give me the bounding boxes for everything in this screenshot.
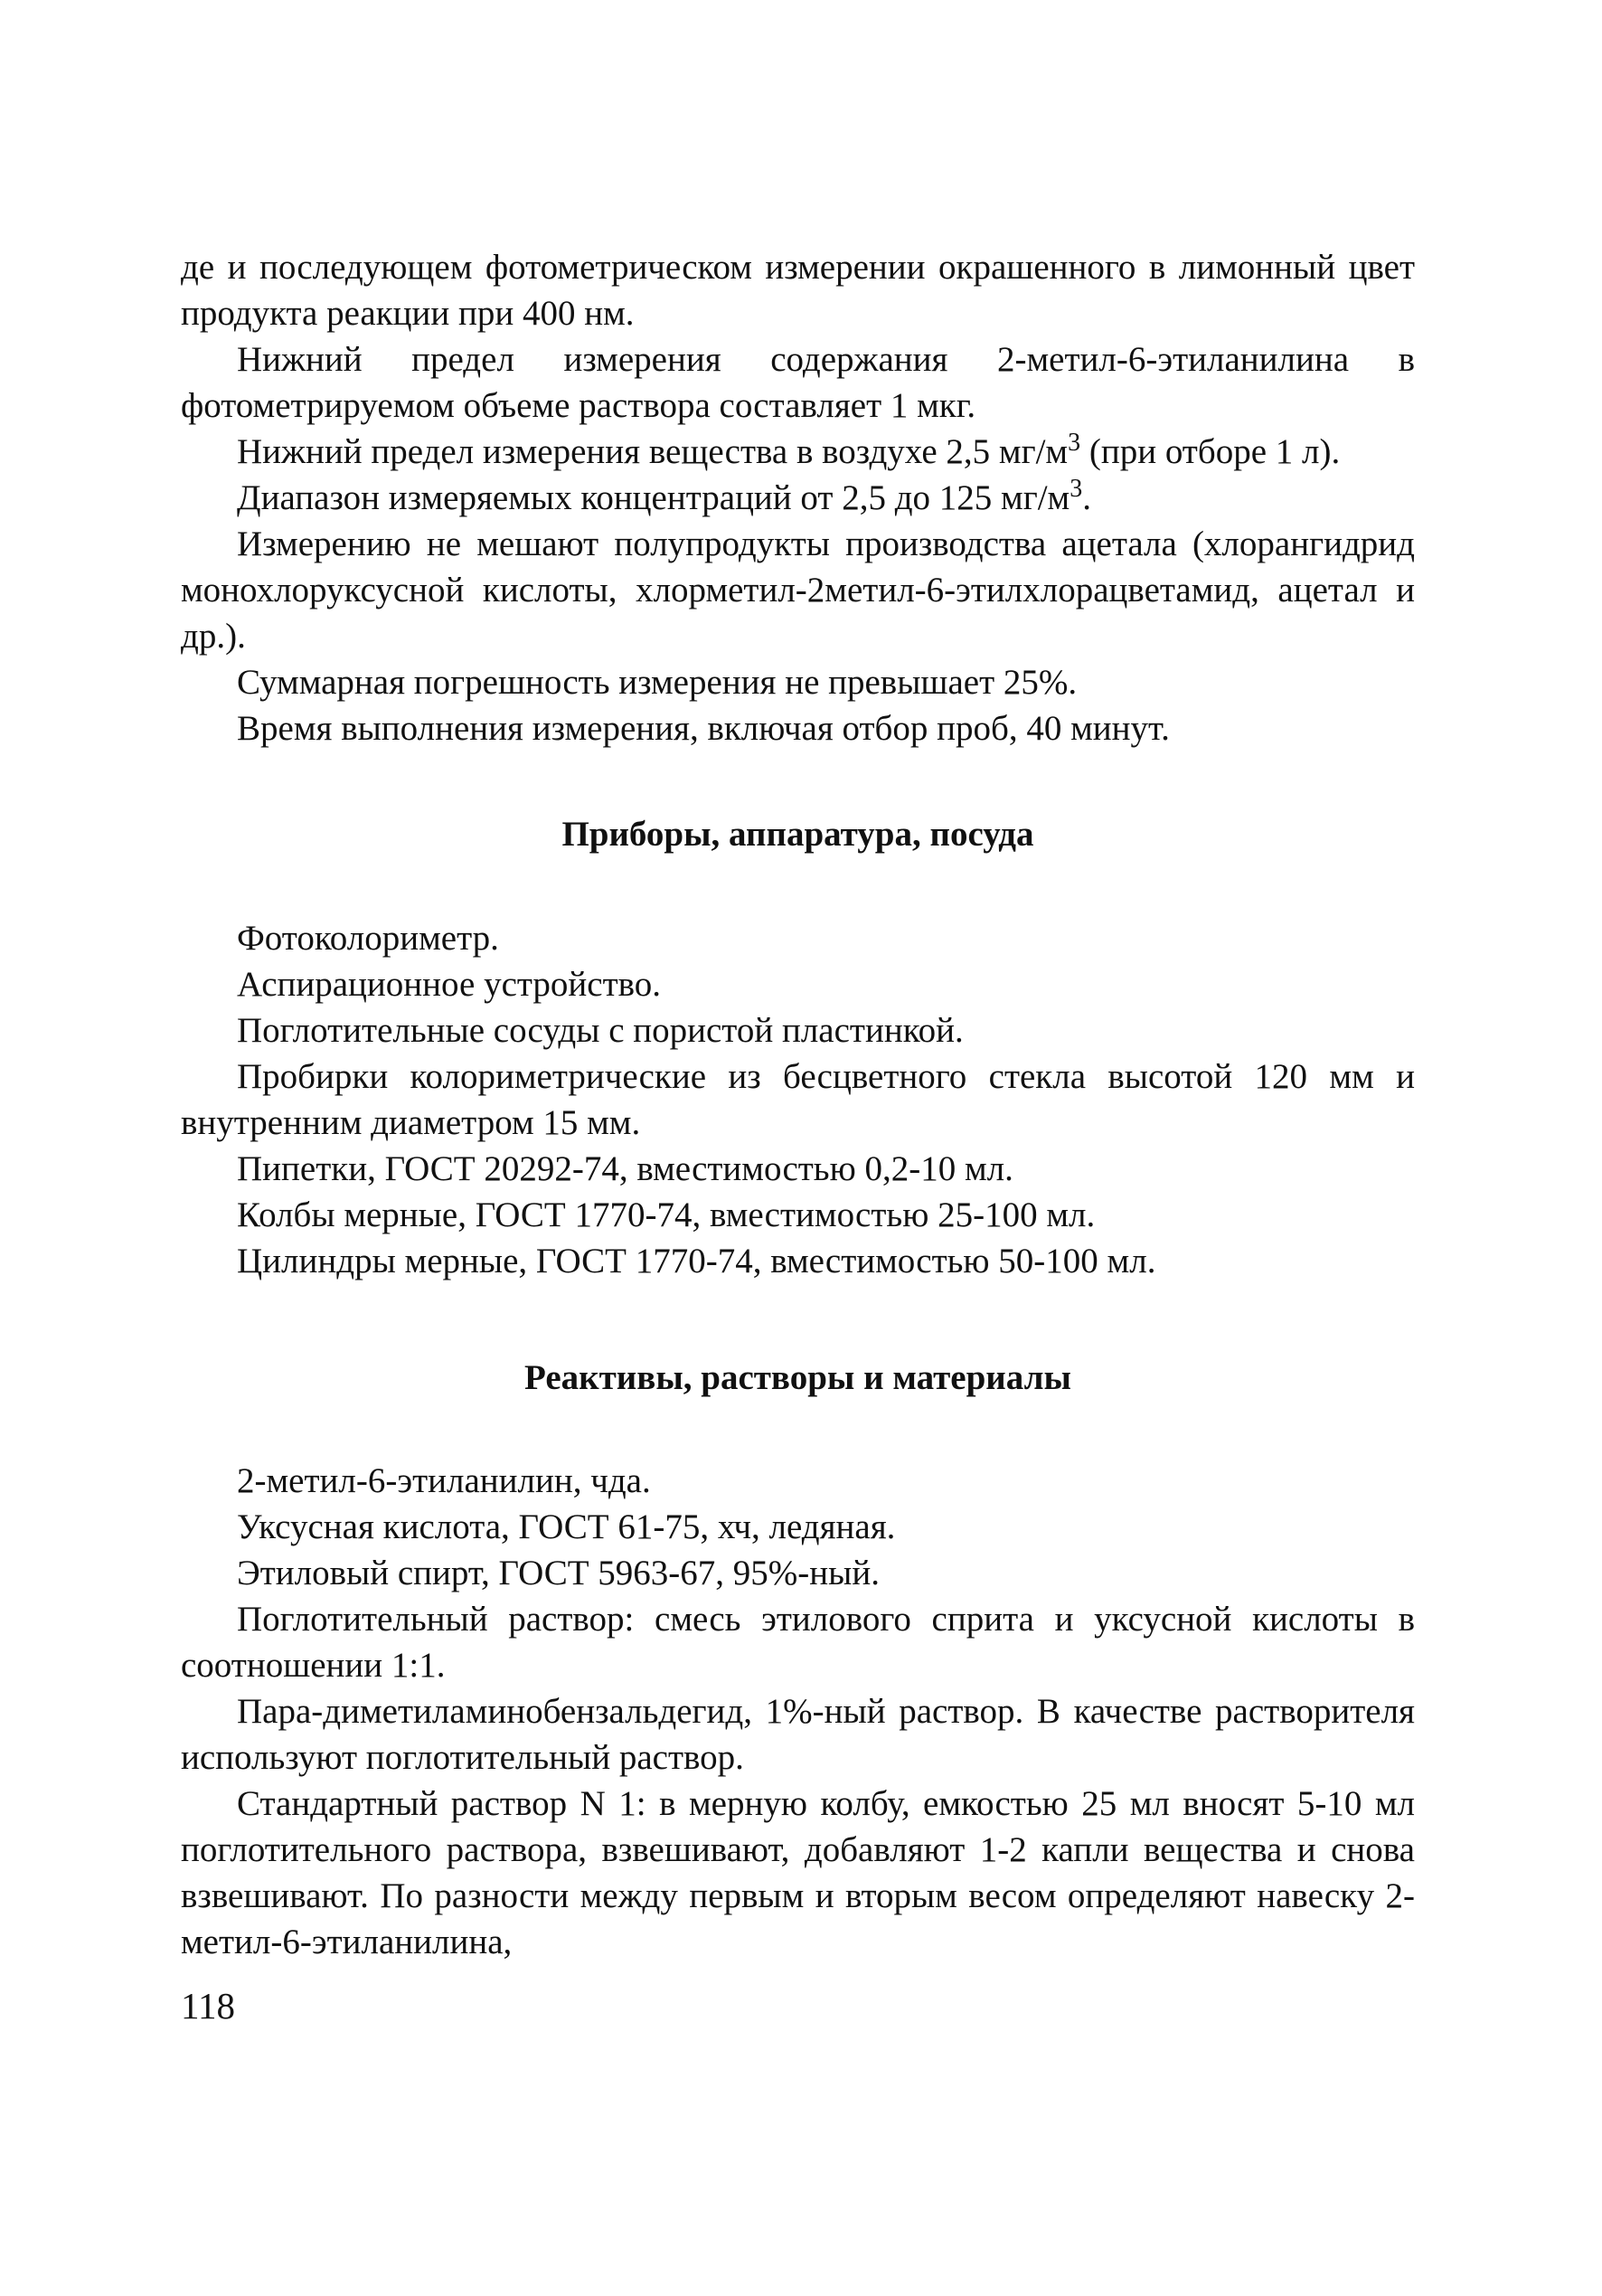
intro-paragraph: де и последующем фотометрическом измерении окрашенного в лимонный цвет продукта реакции при 400 нм. bbox=[181, 248, 1415, 333]
page-number: 118 bbox=[181, 1985, 235, 2027]
intro-paragraph: Диапазон измеряемых концентраций от 2,5 до 125 $мг/м^3$. bbox=[237, 475, 1091, 517]
intro-paragraph: Суммарная погрешность измерения не превышает 25%. bbox=[237, 663, 1078, 702]
equipment-item: Пробирки колориметрические из бесцветного стекла высотой 120 мм и внутренним диаметром 15 мм. bbox=[181, 1057, 1415, 1142]
intro-paragraph: Измерению не мешают полупродукты производства ацетала (хлорангидрид монохлоруксусной кислоты, хлорметил-2метил-6-этилхлорацветамид, ацетал и др.). bbox=[181, 524, 1415, 656]
intro-section bbox=[181, 244, 1415, 751]
body-text bbox=[181, 244, 1415, 1965]
equipment-item: Колбы мерные, ГОСТ 1770-74, вместимостью 25-100 мл. bbox=[237, 1195, 1096, 1234]
reagent-item: Этиловый спирт, ГОСТ 5963-67, 95%-ный. bbox=[237, 1554, 880, 1592]
intro-paragraph: Время выполнения измерения, включая отбор проб, 40 минут. bbox=[237, 709, 1170, 748]
reagent-item: Уксусная кислота, ГОСТ 61-75, хч, ледяная. bbox=[237, 1507, 896, 1546]
reagent-item: Поглотительный раствор: смесь этилового сприта и уксусной кислоты в соотношении 1:1. bbox=[181, 1600, 1415, 1685]
section-heading-reagents: Реактивы, растворы и материалы bbox=[524, 1358, 1071, 1397]
reagents-list bbox=[181, 1458, 1415, 1965]
equipment-item: Пипетки, ГОСТ 20292-74, вместимостью 0,2-10 мл. bbox=[237, 1149, 1013, 1188]
equipment-item: Поглотительные сосуды с пористой пластинкой. bbox=[237, 1011, 964, 1050]
intro-paragraph: Нижний предел измерения вещества в воздухе 2,5 $мг/м^3$ (при отборе 1 л). bbox=[237, 429, 1341, 471]
equipment-item: Аспирационное устройство. bbox=[237, 965, 662, 1004]
reagent-item: 2-метил-6-этиланилин, чда. bbox=[237, 1461, 651, 1500]
reagent-item: Пара-диметиламинобензальдегид, 1%-ный раствор. В качестве растворителя используют поглотительный раствор. bbox=[181, 1692, 1415, 1777]
equipment-item: Фотоколориметр. bbox=[237, 919, 499, 958]
intro-paragraph: Нижний предел измерения содержания 2-метил-6-этиланилина в фотометрируемом объеме раствора составляет 1 мкг. bbox=[181, 340, 1415, 425]
equipment-list bbox=[181, 915, 1415, 1284]
reagent-item: Стандартный раствор N 1: в мерную колбу, емкостью 25 мл вносят 5-10 мл поглотительного раствора, взвешивают, добавляют 1-2 капли вещества и снова взвешивают. По разности между первым и вторым весом определяют навеску 2-метил-6-этиланилина, bbox=[181, 1784, 1415, 1961]
section-heading-equipment: Приборы, аппаратура, посуда bbox=[561, 815, 1034, 854]
equipment-item: Цилиндры мерные, ГОСТ 1770-74, вместимостью 50-100 мл. bbox=[237, 1242, 1156, 1280]
